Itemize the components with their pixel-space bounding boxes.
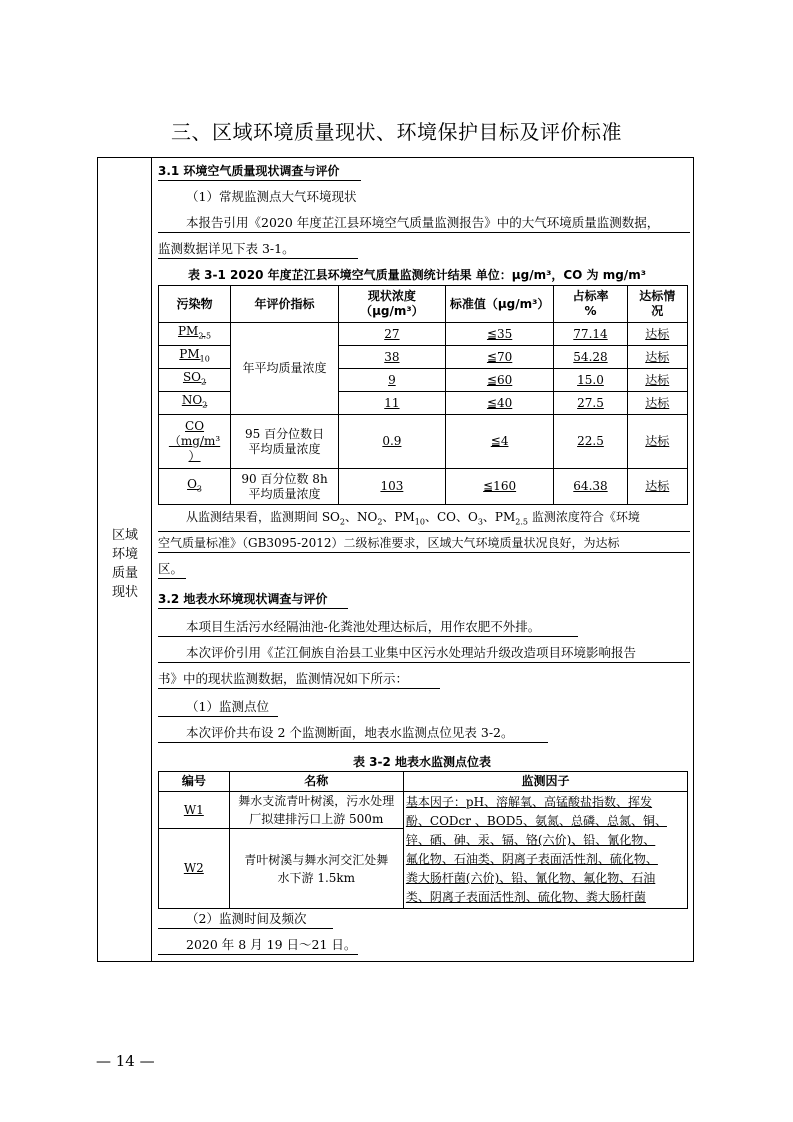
th-id: 编号 <box>159 772 230 792</box>
cell-value: 38 <box>339 346 446 369</box>
cell-ratio: 15.0 <box>554 369 627 392</box>
sec32-para2b: 书》中的现状监测数据，监测情况如下所示： <box>158 670 440 689</box>
cell-value: 0.9 <box>339 415 446 469</box>
cell-pollutant: $PM_{10}$ <box>159 346 231 369</box>
sec31-subheading: （1）常规监测点大气环境现状 <box>186 189 357 204</box>
sec32-para2a: 本次评价引用《芷江侗族自治县工业集中区污水处理站升级改造项目环境影响报告 <box>158 644 690 663</box>
table-3-2 <box>158 771 688 909</box>
left-label-line: 环境 <box>111 547 138 562</box>
cell-std: ≦35 <box>445 323 554 346</box>
cell-status: 达标 <box>627 392 688 415</box>
content-frame <box>97 157 694 962</box>
cell-ratio: 54.28 <box>554 346 627 369</box>
section-3-2-heading: 3.2 地表水环境现状调查与评价 <box>158 590 348 609</box>
cell-status: 达标 <box>627 323 688 346</box>
table-row <box>159 792 688 829</box>
page-number: — 14 — <box>96 1052 155 1070</box>
cell-value: 27 <box>339 323 446 346</box>
cell-std: ≦70 <box>445 346 554 369</box>
left-column <box>98 158 152 961</box>
cell-std: ≦4 <box>445 415 554 469</box>
table-3-1-caption: 表 3-1 2020 年度芷江县环境空气质量监测统计结果 单位：μg/m³，CO 为 mg/m³ <box>188 268 646 282</box>
cell-ratio: 22.5 <box>554 415 627 469</box>
cell-pollutant: CO （mg/m³ ） <box>159 415 231 469</box>
page-title: 三、区域环境质量现状、环境保护目标及评价标准 <box>171 120 622 144</box>
th-status: 达标情 况 <box>627 286 688 323</box>
sec32-para3: 本次评价共布设 2 个监测断面，地表水监测点位见表 3-2。 <box>158 724 548 743</box>
cell-index: 90 百分位数 8h 平均质量浓度 <box>231 469 339 505</box>
left-label <box>106 526 144 602</box>
factor-line: 氟化物、石油类、阴离子表面活性剂、硫化物、 <box>405 852 658 866</box>
cell-factors <box>403 792 687 909</box>
factor-line: 酚、CODcr 、BOD5、氨氮、总磷、总氮、铜、 <box>405 814 667 828</box>
cell-pollutant: $PM_{2.5}$ <box>159 323 231 346</box>
cell-index: 年平均质量浓度 <box>231 323 339 415</box>
cell-id: W1 <box>159 792 230 829</box>
cell-std: ≦40 <box>445 392 554 415</box>
cell-pollutant: $NO_2$ <box>159 392 231 415</box>
table-row <box>159 415 688 469</box>
cell-status: 达标 <box>627 469 688 505</box>
sec31-conclusion-a: 从监测结果看，监测期间 $SO_2$、$NO_2$、$PM_{10}$、CO、$O_3$、$PM_{2.5}$ 监测浓度符合《环境 <box>158 508 690 532</box>
cell-status: 达标 <box>627 346 688 369</box>
cell-std: ≦60 <box>445 369 554 392</box>
factor-line: 基本因子：pH、溶解氧、高锰酸盐指数、挥发 <box>405 795 653 809</box>
cell-value: 11 <box>339 392 446 415</box>
cell-name: 青叶树溪与舞水河交汇处舞 水下游 1.5km <box>229 829 403 909</box>
cell-index: 95 百分位数日 平均质量浓度 <box>231 415 339 469</box>
left-label-line: 区域 <box>111 528 138 543</box>
th-pollutant: 污染物 <box>159 286 231 323</box>
sec32-subheading-2: （2）监测时间及频次 <box>158 910 333 929</box>
factor-line: 粪大肠杆菌(六价)、铅、氰化物、氟化物、石油 <box>405 871 656 885</box>
cell-ratio: 27.5 <box>554 392 627 415</box>
sec31-para1a: 本报告引用《2020 年度芷江县环境空气质量监测报告》中的大气环境质量监测数据， <box>158 214 690 233</box>
th-std: 标准值（μg/m³） <box>445 286 554 323</box>
table-3-2-caption: 表 3-2 地表水监测点位表 <box>353 755 492 769</box>
table-row <box>159 469 688 505</box>
cell-name: 舞水支流青叶树溪，污水处理 厂拟建排污口上游 500m <box>229 792 403 829</box>
table-3-1 <box>158 285 688 505</box>
sec31-conclusion-b: 空气质量标准》（GB3095-2012）二级标准要求，区域大气环境质量状况良好，为达标 <box>158 534 690 553</box>
sec32-subheading-1: （1）监测点位 <box>158 698 278 717</box>
factor-line: 锌、硒、砷、汞、镉、铬(六价)、铅、氰化物、 <box>405 833 656 847</box>
sec31-para1b: 监测数据详见下表 3-1。 <box>158 240 358 259</box>
factor-line: 类、阴离子表面活性剂、硫化物、粪大肠杆菌 <box>405 890 646 904</box>
th-name: 名称 <box>229 772 403 792</box>
cell-pollutant: $O_3$ <box>159 469 231 505</box>
cell-status: 达标 <box>627 415 688 469</box>
cell-ratio: 64.38 <box>554 469 627 505</box>
th-index: 年评价指标 <box>231 286 339 323</box>
sec32-para4: 2020 年 8 月 19 日～21 日。 <box>158 936 358 955</box>
sec31-conclusion-c: 区。 <box>158 560 186 579</box>
th-ratio: 占标率 % <box>554 286 627 323</box>
section-3-1-heading: 3.1 环境空气质量现状调查与评价 <box>158 162 361 181</box>
cell-pollutant: $SO_2$ <box>159 369 231 392</box>
cell-value: 103 <box>339 469 446 505</box>
cell-ratio: 77.14 <box>554 323 627 346</box>
th-value: 现状浓度 （μg/m³） <box>339 286 446 323</box>
sec32-para1: 本项目生活污水经隔油池-化粪池处理达标后，用作农肥不外排。 <box>158 618 578 637</box>
table-row <box>159 323 688 346</box>
cell-std: ≦160 <box>445 469 554 505</box>
cell-value: 9 <box>339 369 446 392</box>
left-label-line: 质量 <box>111 566 138 581</box>
cell-status: 达标 <box>627 369 688 392</box>
th-factors: 监测因子 <box>403 772 687 792</box>
left-label-line: 现状 <box>111 585 138 600</box>
cell-id: W2 <box>159 829 230 909</box>
